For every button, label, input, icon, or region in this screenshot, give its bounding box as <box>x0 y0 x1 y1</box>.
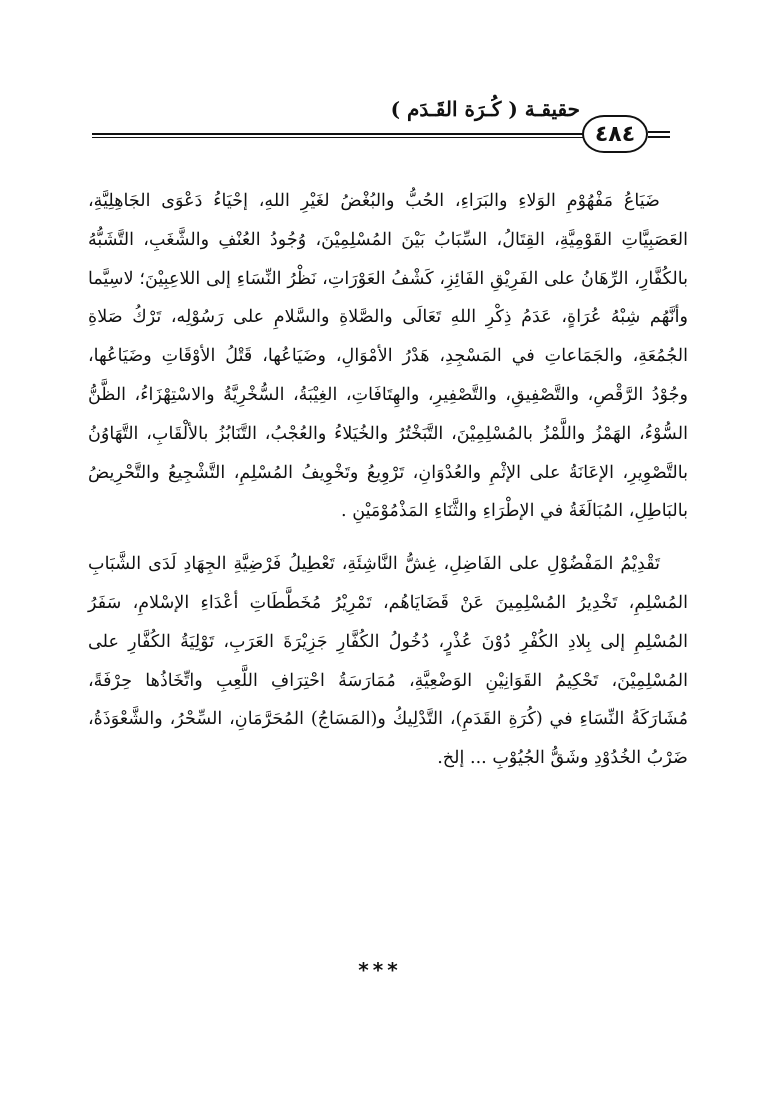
section-separator: *** <box>358 958 402 982</box>
page-number-badge <box>582 115 648 153</box>
paragraph-2: تَقْدِيْمُ المَفْضُوْلِ على الفَاضِلِ، غِشُّ النَّاشِئَةِ، تَعْطِيلُ فَرْضِيَّةِ الجِهَادِ لَدَى الشَّبَابِ المُسْلِمِ، تَخْدِيرُ المُسْلِمِينَ عَنْ قَضَايَاهُم، تَمْرِيْرُ مُخَطَّطَاتِ أعْدَاءِ الإسْلامِ، سَفَرُ المُسْلِمِ إلى بِلادِ الكُفْرِ دُوْنَ عُذْرٍ، دُخُولُ الكُفَّارِ جَزِيْرَةَ العَرَبِ، تَوْلِيَةُ الكُفَّارِ على المُسْلِمِيْنَ، تَحْكِيمُ القَوَانِيْنِ الوَضْعِيَّةِ، مُمَارَسَةُ احْتِرَافِ اللَّعِبِ واتِّخَاذُها حِرْفَةً، مُشَارَكَةُ النِّسَاءِ في (كُرَةِ القَدَمِ)، التَّدْلِيكُ و(المَسَاجُ) المُحَرَّمَانِ، السِّحْرُ، والشَّعْوَذَةُ، ضَرْبُ الخُدُوْدِ وشَقُّ الجُيُوْبِ ... إلخ. <box>88 554 688 769</box>
running-title: حقيقـة ( كُـرَة القَـدَم ) <box>390 97 580 121</box>
header-rule-thin <box>92 137 590 138</box>
page-header <box>0 95 760 155</box>
paragraph-1: ضَيَاعُ مَفْهُوْمِ الوَلاءِ والبَرَاءِ، الحُبُّ والبُغْضُ لغَيْرِ اللهِ، إحْيَاءُ دَعْوَى الجَاهِلِيَّةِ، العَصَبِيَّاتِ القَوْمِيَّةِ، القِتَالُ، السِّبَابُ بَيْنَ المُسْلِمِيْنَ، وُجُودُ العُنْفِ والشَّغَبِ، التَّشَبُّهُ بالكُفَّارِ، الرِّهَانُ على الفَرِيْقِ الفَائِزِ، كَشْفُ العَوْرَاتِ، نَظْرُ النِّسَاءِ إلى اللاعِبِيْنَ؛ لاسِيَّما وأنَّهُم شِبْهُ عُرَاةٍ، عَدَمُ ذِكْرِ اللهِ تَعَالَى والصَّلاةِ والسَّلامِ على رَسُوْلِه، تَرْكُ صَلاةِ الجُمُعَةِ، والجَمَاعاتِ في المَسْجِدِ، هَدْرُ الأمْوَالِ، وضَيَاعُها، قَتْلُ الأوْقَاتِ وضَيَاعُها، وجُوْدُ الرَّقْصِ، والتَّصْفِيقِ، والتَّصْفِيرِ، والهِتَافَاتِ، الغِيْبَةُ، السُّخْرِيَّةُ والاسْتِهْزَاءُ، الظَّنُّ السُّوْءُ، الهَمْزُ واللَّمْزُ بالمُسْلِمِيْنَ، التَّبَخْتُرُ والخُيَلاءُ والعُجْبُ، التَّنَابُزُ بالألْقَابِ، التَّهَاوُنُ بالتَّصْوِيرِ، الإعَانَةُ على الإثْمِ والعُدْوَانِ، تَرْوِيعُ وتَخْوِيفُ المُسْلِمِ، التَّشْجِيعُ والتَّحْرِيضُ بالبَاطِلِ، المُبَالَغَةُ في الإطْرَاءِ والثَّنَاءِ المَذْمُوْمَيْنِ . <box>88 191 688 522</box>
header-tail-rule-lower <box>648 136 670 138</box>
header-rule <box>92 133 590 135</box>
page-number: ٤٨٤ <box>594 121 636 147</box>
main-text <box>88 182 688 778</box>
header-tail-rule <box>648 131 670 133</box>
